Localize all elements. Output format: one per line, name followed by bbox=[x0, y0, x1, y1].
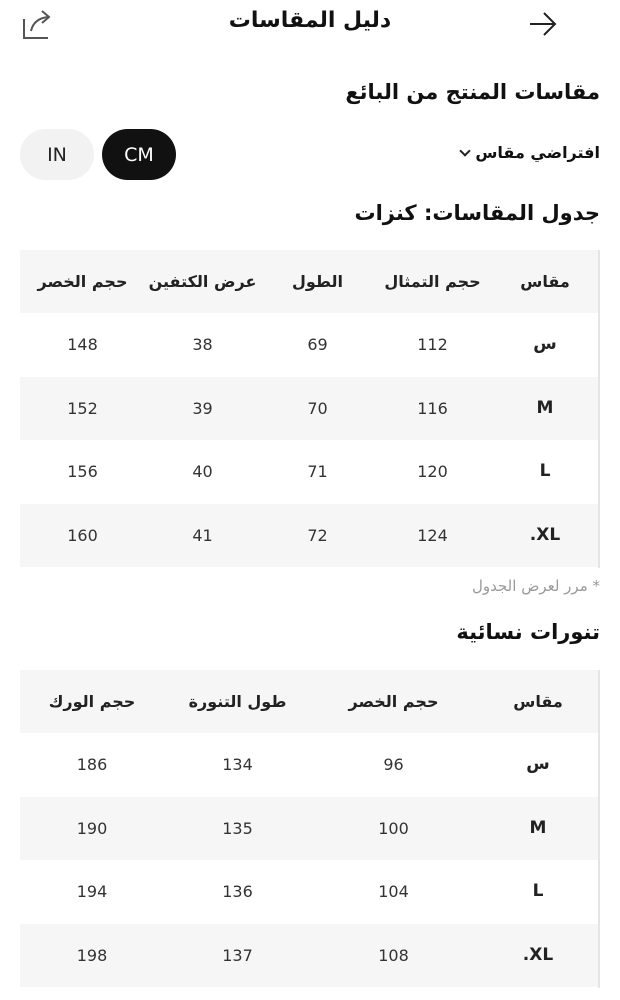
table-row bbox=[20, 733, 600, 796]
table-scroll-edge bbox=[598, 250, 600, 568]
header-size: مقاس bbox=[520, 271, 570, 291]
skirts-table-title: تنورات نسائية bbox=[456, 620, 600, 644]
seller-sizes-title: مقاسات المنتج من البائع bbox=[345, 80, 600, 104]
cell-shoulder: 41 bbox=[192, 525, 213, 545]
unit-cm-button[interactable]: CM bbox=[102, 129, 176, 180]
cell-waist: 108 bbox=[378, 945, 409, 965]
cell-size: M bbox=[529, 818, 547, 839]
cell-hip: 186 bbox=[76, 754, 108, 774]
header-skirt-length: طول التنورة bbox=[188, 691, 287, 711]
cell-skirt-length: 134 bbox=[222, 754, 253, 774]
table-scroll-edge bbox=[598, 670, 600, 988]
cell-size: XL. bbox=[529, 525, 561, 546]
cell-waist: 104 bbox=[378, 881, 409, 901]
default-size-label: افتراضي مقاس bbox=[475, 143, 600, 162]
cell-waist: 160 bbox=[67, 525, 98, 545]
cell-length: 69 bbox=[307, 334, 328, 354]
table-row bbox=[20, 440, 600, 503]
cell-bust: 124 bbox=[417, 525, 448, 545]
table-header-row bbox=[20, 250, 600, 313]
cell-waist: 152 bbox=[67, 398, 98, 418]
header-shoulder: عرض الكتفين bbox=[148, 271, 257, 291]
cell-shoulder: 40 bbox=[192, 461, 213, 481]
cell-length: 71 bbox=[307, 461, 328, 481]
table-row bbox=[20, 313, 600, 376]
table-row bbox=[20, 377, 600, 440]
cell-bust: 116 bbox=[417, 398, 448, 418]
header-length: الطول bbox=[292, 271, 343, 291]
arrow-right-icon bbox=[528, 11, 558, 37]
cell-hip: 198 bbox=[76, 945, 108, 965]
cell-length: 70 bbox=[307, 398, 328, 418]
unit-in-button[interactable]: IN bbox=[20, 129, 94, 180]
header-bust: حجم التمثال bbox=[384, 271, 481, 291]
table-row bbox=[20, 860, 600, 923]
cell-shoulder: 39 bbox=[192, 398, 213, 418]
table-row bbox=[20, 504, 600, 567]
cell-bust: 120 bbox=[417, 461, 448, 481]
default-size-dropdown[interactable] bbox=[461, 143, 600, 162]
cell-bust: 112 bbox=[417, 334, 448, 354]
cell-shoulder: 38 bbox=[192, 334, 213, 354]
unit-toggle bbox=[20, 129, 176, 180]
cell-waist: 156 bbox=[67, 461, 98, 481]
cell-waist: 148 bbox=[67, 334, 98, 354]
cell-size: XL. bbox=[522, 945, 554, 966]
cell-hip: 194 bbox=[76, 881, 108, 901]
cell-size: L bbox=[532, 881, 544, 902]
scroll-hint-note: * مرر لعرض الجدول bbox=[471, 577, 600, 595]
cell-size: س bbox=[533, 334, 557, 355]
sweaters-size-table[interactable] bbox=[20, 250, 600, 568]
table-header-row bbox=[20, 670, 600, 733]
cell-waist: 100 bbox=[378, 818, 409, 838]
cell-skirt-length: 137 bbox=[222, 945, 253, 965]
page-title: دليل المقاسات bbox=[228, 8, 392, 33]
cell-length: 72 bbox=[307, 525, 328, 545]
skirts-size-table[interactable] bbox=[20, 670, 600, 988]
header-waist: حجم الخصر bbox=[37, 271, 128, 291]
table-row bbox=[20, 924, 600, 987]
header-size: مقاس bbox=[513, 691, 563, 711]
cell-size: س bbox=[526, 754, 550, 775]
header-hip: حجم الورك bbox=[48, 691, 136, 711]
header-waist: حجم الخصر bbox=[348, 691, 439, 711]
cell-skirt-length: 135 bbox=[222, 818, 253, 838]
top-bar bbox=[0, 0, 620, 50]
cell-hip: 190 bbox=[76, 818, 108, 838]
cell-size: L bbox=[539, 461, 551, 482]
back-button[interactable] bbox=[526, 8, 560, 40]
cell-skirt-length: 136 bbox=[222, 881, 253, 901]
sweaters-table-title: جدول المقاسات: كنزات bbox=[354, 201, 600, 225]
chevron-down-icon bbox=[460, 145, 471, 156]
cell-size: M bbox=[536, 398, 554, 419]
table-row bbox=[20, 797, 600, 860]
cell-waist: 96 bbox=[383, 754, 404, 774]
